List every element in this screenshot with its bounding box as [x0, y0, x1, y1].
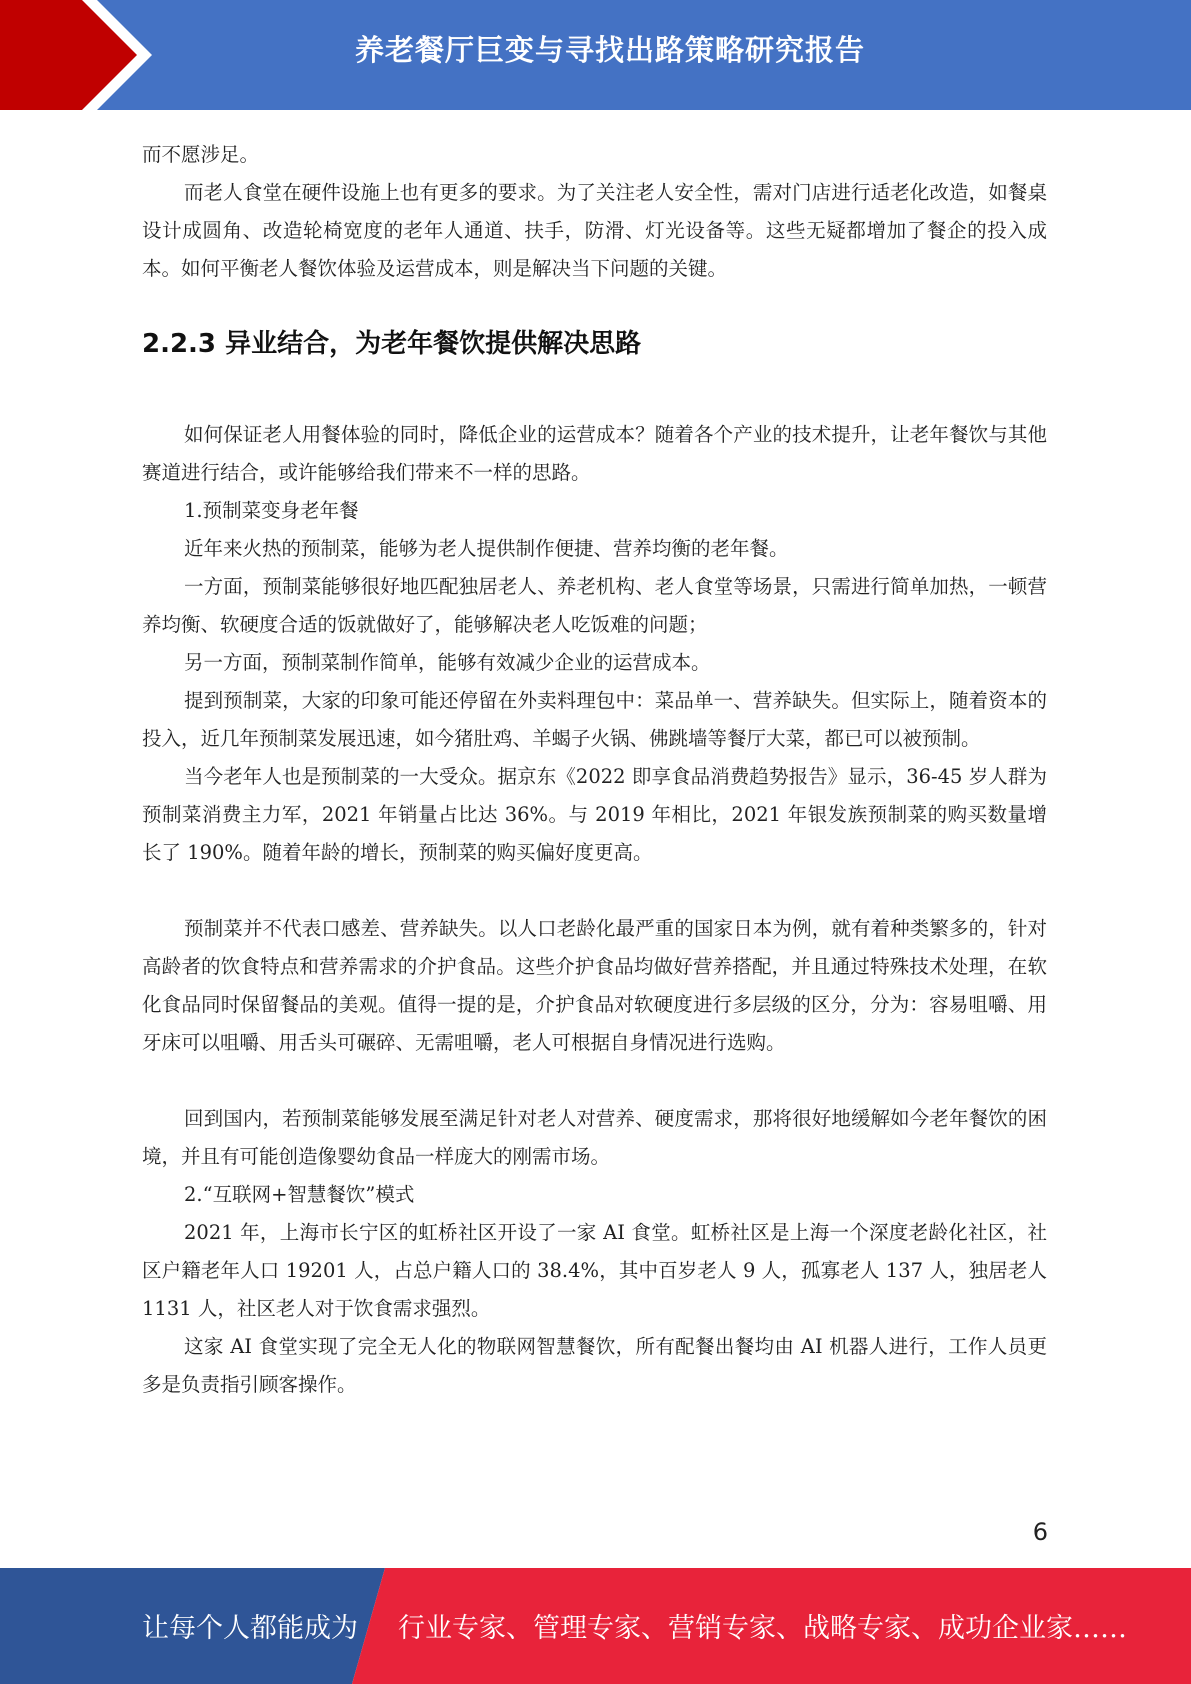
paragraph: 而老人食堂在硬件设施上也有更多的要求。为了关注老人安全性，需对门店进行适老化改造，如餐桌设计成圆角、改造轮椅宽度的老年人通道、扶手，防滑、灯光设备等。这些无疑都增加了餐企的投入成本。如何平衡老人餐饮体验及运营成本，则是解决当下问题的关键。	[142, 181, 1047, 280]
paragraph: 当今老年人也是预制菜的一大受众。据京东《2022 即享食品消费趋势报告》显示，36-45 岁人群为预制菜消费主力军，2021 年销量占比达 36%。与 2019 年相比，2021 年银发族预制菜的购买数量增长了 190%。随着年龄的增长，预制菜的购买偏好度更高。	[142, 765, 1047, 864]
paragraph: 预制菜并不代表口感差、营养缺失。以人口老龄化最严重的国家日本为例，就有着种类繁多的，针对高龄者的饮食特点和营养需求的介护食品。这些介护食品均做好营养搭配，并且通过特殊技术处理，在软化食品同时保留餐品的美观。值得一提的是，介护食品对软硬度进行多层级的区分，分为：容易咀嚼、用牙床可以咀嚼、用舌头可碾碎、无需咀嚼，老人可根据自身情况进行选购。	[142, 917, 1047, 1054]
paragraph: 近年来火热的预制菜，能够为老人提供制作便捷、营养均衡的老年餐。	[184, 537, 789, 560]
list-heading: 2.“互联网+智慧餐饮”模式	[184, 1183, 415, 1206]
footer-slogan-left: 让每个人都能成为	[142, 1613, 358, 1644]
paragraph: 而不愿涉足。	[142, 143, 260, 166]
section-heading: 2.2.3 异业结合，为老年餐饮提供解决思路	[142, 329, 642, 359]
paragraph: 如何保证老人用餐体验的同时，降低企业的运营成本？随着各个产业的技术提升，让老年餐饮与其他赛道进行结合，或许能够给我们带来不一样的思路。	[142, 423, 1047, 484]
list-heading: 1.预制菜变身老年餐	[184, 499, 359, 522]
report-title: 养老餐厅巨变与寻找出路策略研究报告	[354, 33, 865, 67]
footer-slogan-right: 行业专家、管理专家、营销专家、战略专家、成功企业家……	[398, 1613, 1127, 1644]
paragraph: 这家 AI 食堂实现了完全无人化的物联网智慧餐饮，所有配餐出餐均由 AI 机器人进行，工作人员更多是负责指引顾客操作。	[142, 1335, 1047, 1396]
page-body	[142, 136, 1047, 1404]
spacer	[142, 872, 1047, 910]
paragraph: 2021 年，上海市长宁区的虹桥社区开设了一家 AI 食堂。虹桥社区是上海一个深度老龄化社区，社区户籍老年人口 19201 人，占总户籍人口的 38.4%，其中百岁老人 9 人，孤寡老人 137 人，独居老人 1131 人，社区老人对于饮食需求强烈。	[142, 1221, 1047, 1320]
spacer	[142, 1062, 1047, 1100]
paragraph: 另一方面，预制菜制作简单，能够有效减少企业的运营成本。	[184, 651, 711, 674]
page-number: 6	[1032, 1518, 1048, 1546]
page-footer	[0, 1568, 1191, 1684]
paragraph: 提到预制菜，大家的印象可能还停留在外卖料理包中：菜品单一、营养缺失。但实际上，随着资本的投入，近几年预制菜发展迅速，如今猪肚鸡、羊蝎子火锅、佛跳墙等餐厅大菜，都已可以被预制。	[142, 689, 1047, 750]
paragraph: 一方面，预制菜能够很好地匹配独居老人、养老机构、老人食堂等场景，只需进行简单加热，一顿营养均衡、软硬度合适的饭就做好了，能够解决老人吃饭难的问题；	[142, 575, 1047, 636]
page-header	[0, 0, 1191, 110]
paragraph: 回到国内，若预制菜能够发展至满足针对老人对营养、硬度需求，那将很好地缓解如今老年餐饮的困境，并且有可能创造像婴幼食品一样庞大的刚需市场。	[142, 1107, 1047, 1168]
